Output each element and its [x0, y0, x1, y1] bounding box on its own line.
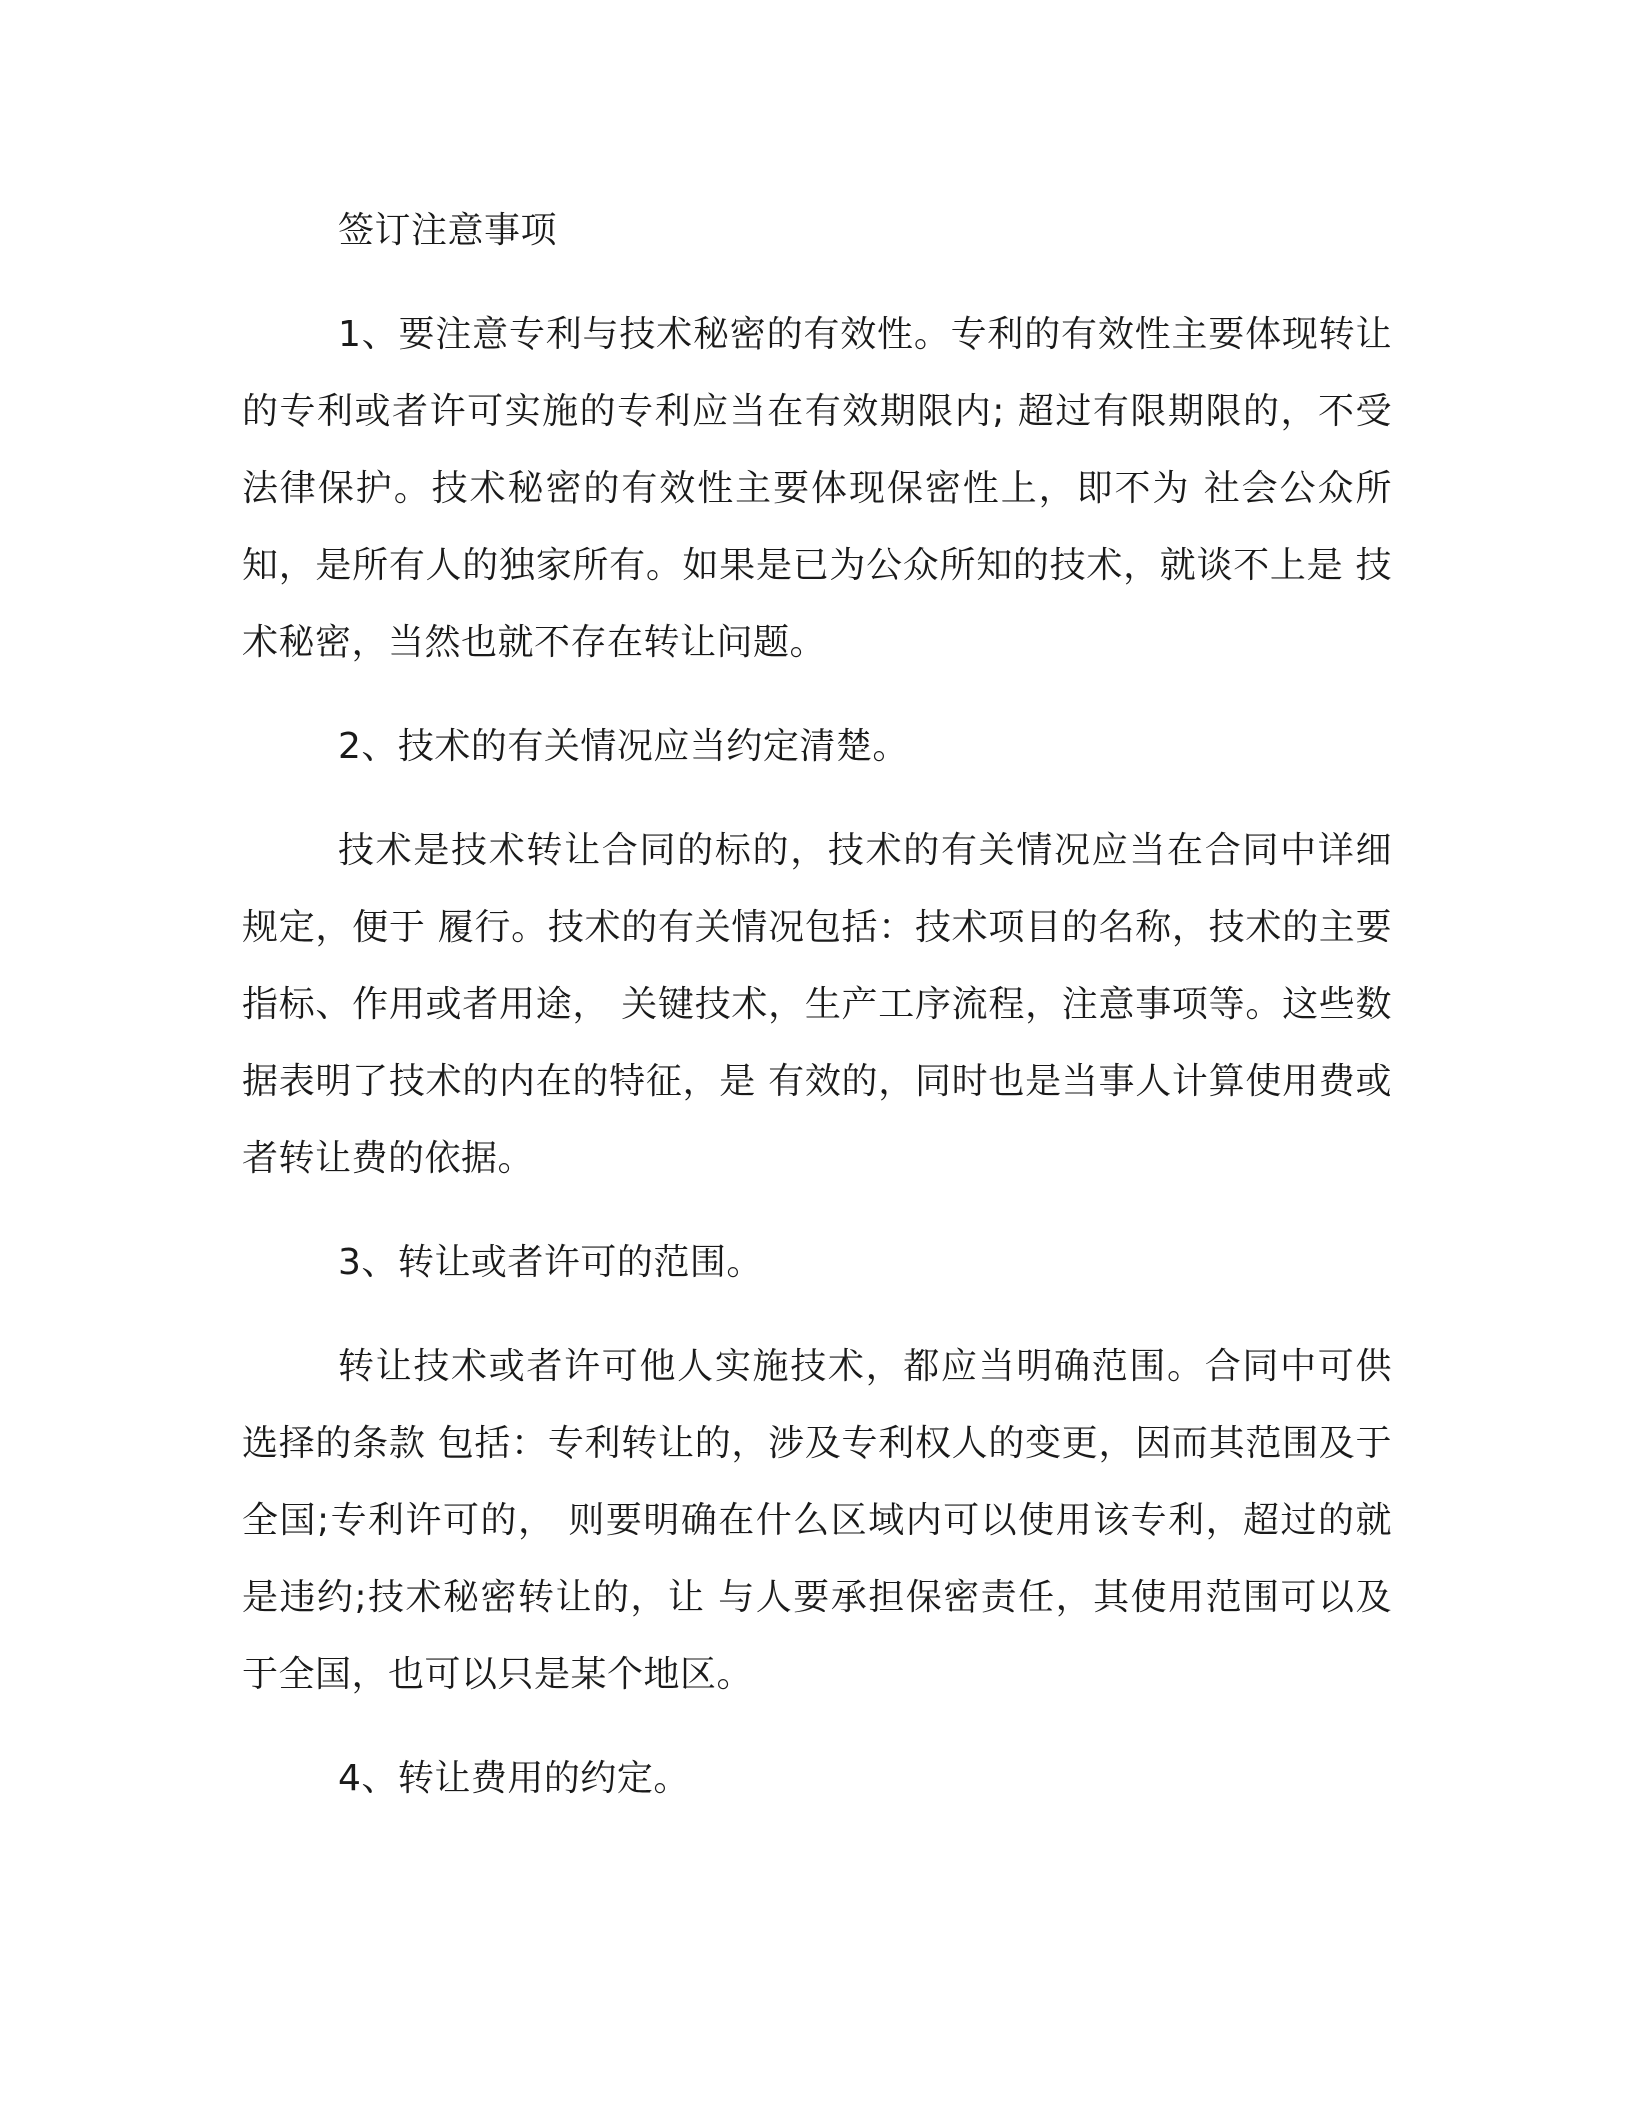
paragraph-fee-heading: 4、转让费用的约定。: [338, 1758, 690, 1799]
paragraph-scope: 转让技术或者许可他人实施技术，都应当明确范围。合同中可供选择的条款 包括：专利转让的，涉及专利权人的变更，因而其范围及于全国;专利许可的， 则要明确在什么区域内可以使用该专利，超过的就是违约;技术秘密转让的，让 与人要承担保密责任，其使用范围可以及于全国，也可以只是某个地区。: [242, 1346, 1392, 1695]
paragraph-validity: 1、要注意专利与技术秘密的有效性。专利的有效性主要体现转让的专利或者许可实施的专利应当在有效期限内; 超过有限期限的，不受法律保护。技术秘密的有效性主要体现保密性上，即不为 社会公众所知，是所有人的独家所有。如果是已为公众所知的技术，就谈不上是 技术秘密，当然也就不存在转让问题。: [242, 314, 1392, 663]
paragraph-technical-details-heading: 2、技术的有关情况应当约定清楚。: [338, 726, 909, 767]
paragraph-technical-details: 技术是技术转让合同的标的，技术的有关情况应当在合同中详细规定，便于 履行。技术的有关情况包括：技术项目的名称，技术的主要指标、作用或者用途， 关键技术，生产工序流程，注意事项等。这些数据表明了技术的内在的特征，是 有效的，同时也是当事人计算使用费或者转让费的依据。: [242, 830, 1392, 1179]
document-body: [242, 192, 1392, 1844]
paragraph-scope-heading: 3、转让或者许可的范围。: [338, 1242, 763, 1283]
document-title: 签订注意事项: [338, 210, 558, 251]
